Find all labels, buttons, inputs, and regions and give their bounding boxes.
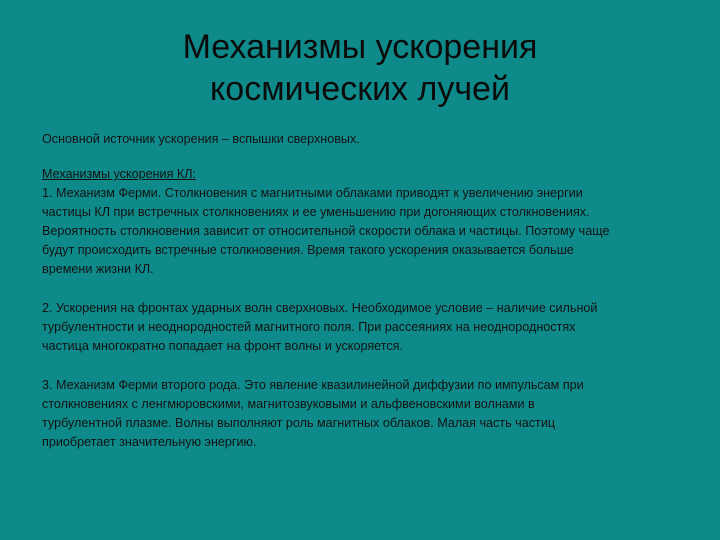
item-3	[42, 376, 682, 452]
item-1	[42, 184, 682, 279]
item-1-line: времени жизни КЛ.	[42, 262, 154, 276]
slide-title	[150, 26, 570, 110]
section-heading: Механизмы ускорения КЛ:	[42, 167, 197, 181]
item-3-line: 3. Механизм Ферми второго рода. Это явление квазилинейной диффузии по импульсам при	[42, 378, 584, 392]
item-3-line: столкновениях с ленгмюровскими, магнитозвуковыми и альфвеновскими волнами в	[42, 397, 535, 411]
intro-text: Основной источник ускорения – вспышки сверхновых.	[42, 132, 360, 146]
item-2-line: турбулентности и неоднородностей магнитного поля. При рассеяниях на неоднородностях	[42, 320, 576, 334]
item-2-line: 2. Ускорения на фронтах ударных волн сверхновых. Необходимое условие – наличие сильной	[42, 301, 598, 315]
title-line-2: космических лучей	[210, 70, 510, 108]
item-2	[42, 299, 682, 356]
item-3-line: приобретает значительную энергию.	[42, 435, 257, 449]
title-line-1: Механизмы ускорения	[182, 28, 538, 66]
item-1-line: 1. Механизм Ферми. Столкновения с магнитными облаками приводят к увеличению энергии	[42, 186, 583, 200]
slide-body	[42, 130, 682, 452]
item-1-line: частицы КЛ при встречных столкновениях и ее уменьшению при догоняющих столкновениях.	[42, 205, 590, 219]
item-2-line: частица многократно попадает на фронт волны и ускоряется.	[42, 339, 403, 353]
item-1-line: будут происходить встречные столкновения. Время такого ускорения оказывается больше	[42, 243, 574, 257]
item-3-line: турбулентной плазме. Волны выполняют роль магнитных облаков. Малая часть частиц	[42, 416, 556, 430]
item-1-line: Вероятность столкновения зависит от относительной скорости облака и частицы. Поэтому чаще	[42, 224, 610, 238]
